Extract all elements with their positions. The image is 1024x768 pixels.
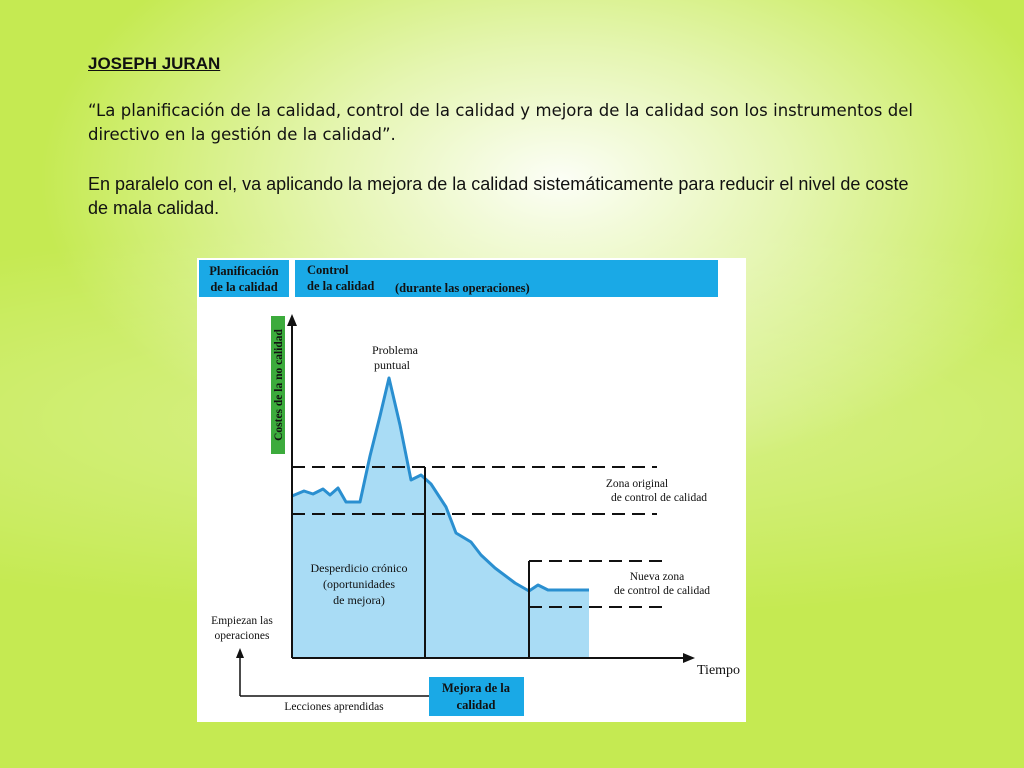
problema-label-1: Problema [372, 343, 418, 357]
control-label-2: de la calidad [307, 279, 375, 293]
empiezan-label-2: operaciones [214, 630, 270, 642]
planificacion-label-2: de la calidad [210, 280, 278, 294]
slide-heading: JOSEPH JURAN [88, 54, 221, 73]
mejora-label-2: calidad [456, 698, 496, 712]
nueva-zona-label-2: de control de calidad [613, 585, 711, 597]
planificacion-label-1: Planificación [209, 264, 279, 278]
zona-original-label-2: de control de calidad [610, 492, 708, 504]
desperdicio-label-2: (oportunidades [323, 577, 395, 591]
control-note: (durante las operaciones) [395, 281, 530, 295]
zona-original-label-1: Zona original [605, 478, 669, 490]
control-label-1: Control [307, 263, 349, 277]
y-axis-label: Costes de la no calidad [273, 329, 285, 441]
juran-trilogy-diagram [197, 258, 746, 722]
desperdicio-label-1: Desperdicio crónico [310, 561, 408, 575]
body-paragraph: En paralelo con el, va aplicando la mejora de la calidad sistemáticamente para reducir el nivel de coste de mala calidad. [88, 174, 909, 218]
mejora-label-1: Mejora de la [441, 681, 511, 695]
juran-quote: “La planificación de la calidad, control de la calidad y mejora de la calidad son los instrumentos del directivo en la gestión de la calidad”. [88, 101, 913, 144]
problema-label-2: puntual [374, 358, 410, 372]
desperdicio-label-3: de mejora) [333, 593, 385, 607]
x-axis-label: Tiempo [697, 663, 741, 678]
nueva-zona-label-1: Nueva zona [629, 571, 685, 583]
lecciones-label: Lecciones aprendidas [284, 701, 384, 713]
empiezan-label-1: Empiezan las [211, 615, 273, 627]
